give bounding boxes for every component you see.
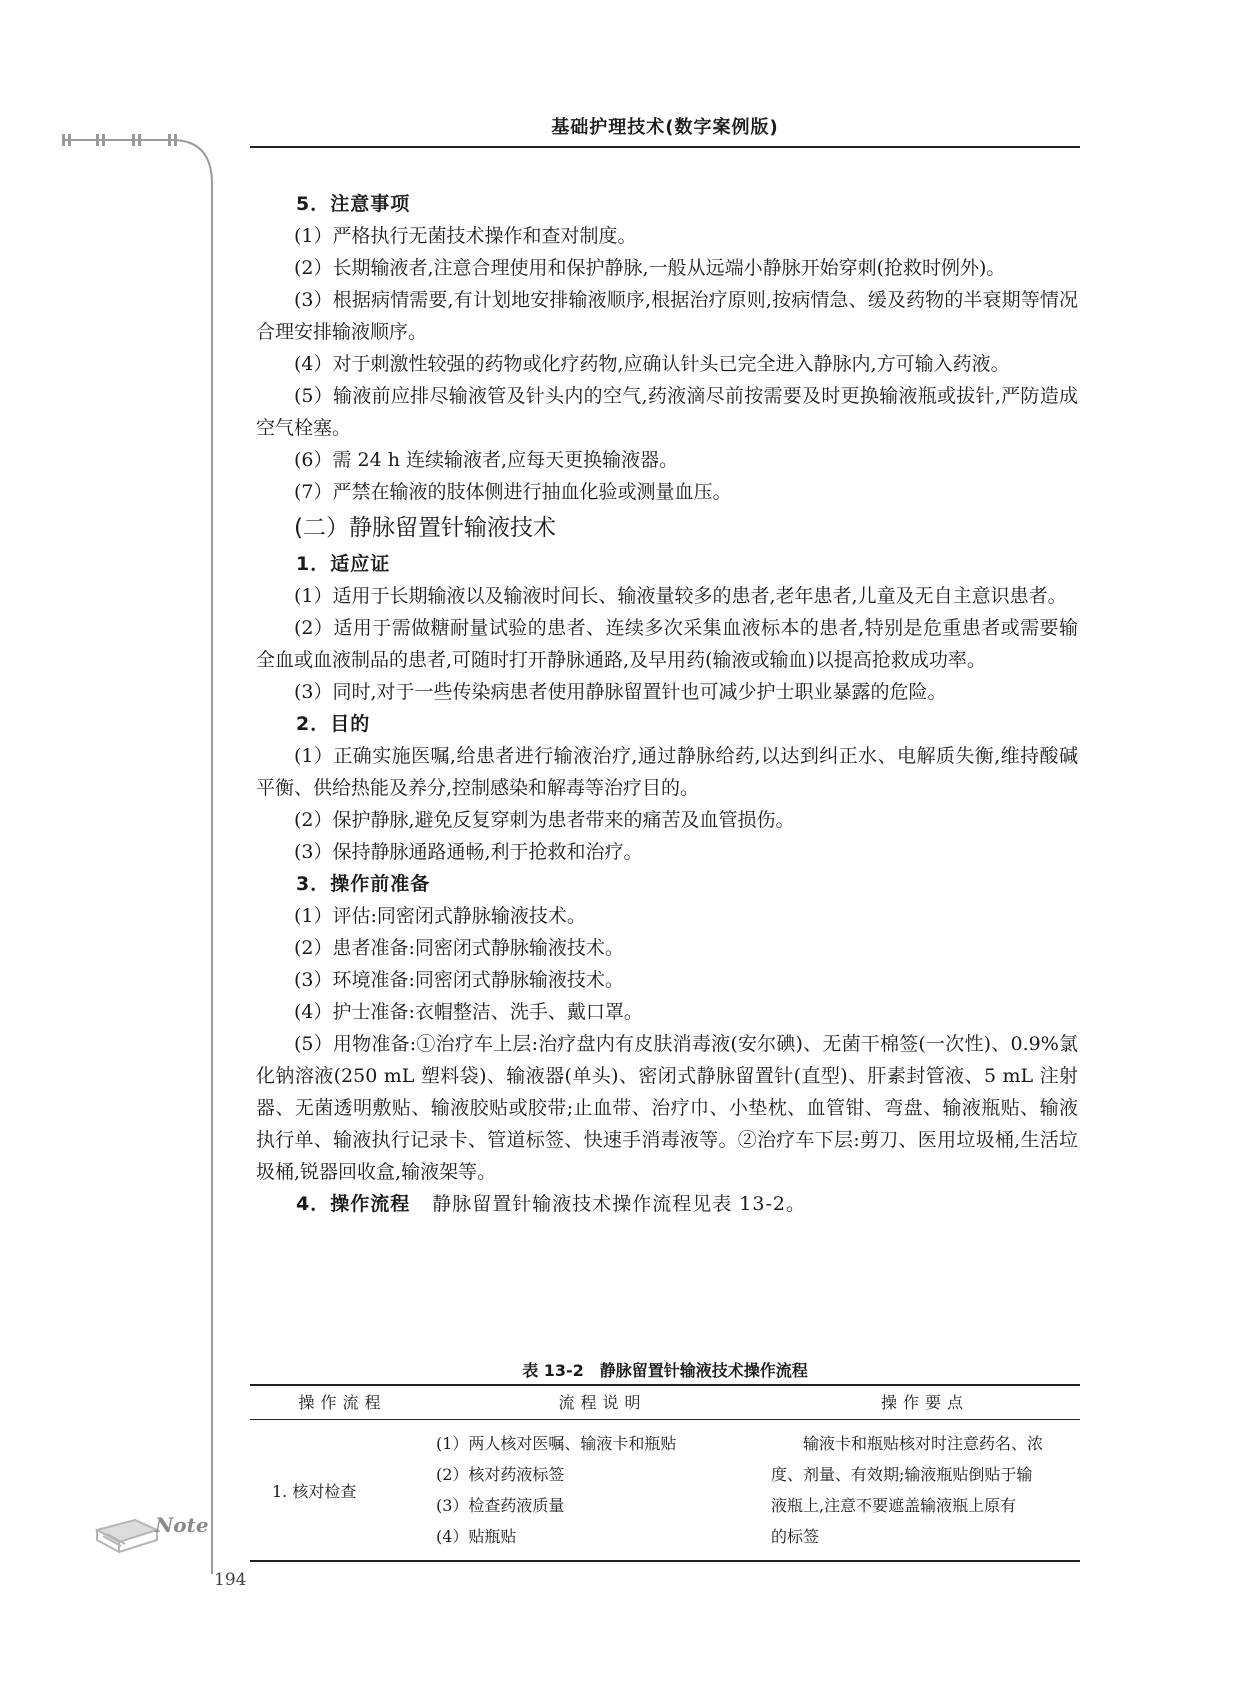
running-header: 基础护理技术(数字案例版) <box>551 117 779 138</box>
paragraph: (1）适用于长期输液以及输液时间长、输液量较多的患者,老年患者,儿童及无自主意识患者。 <box>294 585 1067 607</box>
paragraph: (6）需 24 h 连续输液者,应每天更换输液器。 <box>294 449 679 471</box>
heading-text: 3．操作前准备 <box>296 873 431 895</box>
paragraph: (1）严格执行无菌技术操作和查对制度。 <box>294 225 637 247</box>
table-row <box>250 1420 1080 1562</box>
table-header: 操作要点 <box>770 1385 1080 1420</box>
paragraph: (3）根据病情需要,有计划地安排输液顺序,根据治疗原则,按病情急、缓及药物的半衰期等情况合理安排输液顺序。 <box>256 289 1078 343</box>
description-cell <box>435 1420 770 1562</box>
paragraph: (3）保持静脉通路通畅,利于抢救和治疗。 <box>294 841 643 863</box>
key-point-line: 度、剂量、有效期;输液瓶贴倒贴于输 <box>771 1465 1033 1484</box>
key-point-line: 输液卡和瓶贴核对时注意药名、浓 <box>771 1434 1044 1453</box>
key-point-line: 液瓶上,注意不要遮盖输液瓶上原有 <box>771 1496 1017 1515</box>
description-line: (4）贴瓶贴 <box>436 1527 517 1546</box>
description-line: (2）核对药液标签 <box>436 1465 565 1484</box>
heading-text: 5．注意事项 <box>296 193 411 215</box>
paragraph: (5）用物准备:①治疗车上层:治疗盘内有皮肤消毒液(安尔碘)、无菌干棉签(一次性)、0.9%氯化钠溶液(250 mL 塑料袋)、输液器(单头)、密闭式静脉留置针(直型)、肝素封管液、5 mL 注射器、无菌透明敷贴、输液胶贴或胶带;止血带、治疗巾、小垫枕、血管钳、弯盘、输液瓶贴、输液执行单、输液执行记录卡、管道标签、快速手消毒液等。②治疗车下层:剪刀、医用垃圾桶,生活垃圾桶,锐器回收盒,输液架等。 <box>256 1033 1078 1183</box>
paragraph: (2）保护静脉,避免反复穿刺为患者带来的痛苦及血管损伤。 <box>294 809 795 831</box>
subsection-title: (二）静脉留置针输液技术 <box>294 515 556 541</box>
description-line: (1）两人核对医嘱、输液卡和瓶贴 <box>436 1434 677 1453</box>
page-number: 194 <box>214 1570 247 1590</box>
header-rule <box>250 146 1080 148</box>
paragraph: (1）评估:同密闭式静脉输液技术。 <box>294 905 586 927</box>
table-header: 操作流程 <box>250 1385 435 1420</box>
margin-decoration <box>62 134 232 1574</box>
paragraph: (5）输液前应排尽输液管及针头内的空气,药液滴尽前按需要及时更换输液瓶或拔针,严防造成空气栓塞。 <box>256 385 1078 439</box>
paragraph: (2）长期输液者,注意合理使用和保护静脉,一般从远端小静脉开始穿刺(抢救时例外)。 <box>294 257 1006 279</box>
description-line: (3）检查药液质量 <box>436 1496 565 1515</box>
table-caption: 表 13-2 静脉留置针输液技术操作流程 <box>522 1361 808 1380</box>
section-heading <box>256 868 1078 900</box>
section-heading <box>256 1188 1078 1220</box>
step-cell: 1. 核对检查 <box>272 1481 357 1501</box>
section-heading <box>256 188 1078 220</box>
heading-rest: 静脉留置针输液技术操作流程见表 13-2。 <box>432 1193 806 1215</box>
section-heading <box>256 708 1078 740</box>
note-label: Note <box>155 1513 209 1537</box>
paragraph: (3）环境准备:同密闭式静脉输液技术。 <box>294 969 624 991</box>
procedure-table <box>250 1384 1080 1562</box>
heading-text: 2．目的 <box>296 713 371 735</box>
key-points-cell <box>770 1420 1080 1562</box>
key-point-line: 的标签 <box>771 1527 820 1546</box>
section-heading <box>256 548 1078 580</box>
heading-text: 1．适应证 <box>296 553 391 575</box>
paragraph: (3）同时,对于一些传染病患者使用静脉留置针也可减少护士职业暴露的危险。 <box>294 681 947 703</box>
paragraph: (1）正确实施医嘱,给患者进行输液治疗,通过静脉给药,以达到纠正水、电解质失衡,维持酸碱平衡、供给热能及养分,控制感染和解毒等治疗目的。 <box>256 745 1078 799</box>
paragraph: (4）护士准备:衣帽整洁、洗手、戴口罩。 <box>294 1001 643 1023</box>
paragraph: (2）适用于需做糖耐量试验的患者、连续多次采集血液标本的患者,特别是危重患者或需要输全血或血液制品的患者,可随时打开静脉通路,及早用药(输液或输血)以提高抢救成功率。 <box>256 617 1078 671</box>
body-content <box>256 188 1078 1220</box>
paragraph: (7）严禁在输液的肢体侧进行抽血化验或测量血压。 <box>294 481 732 503</box>
table-header: 流程说明 <box>435 1385 770 1420</box>
paragraph: (4）对于刺激性较强的药物或化疗药物,应确认针头已完全进入静脉内,方可输入药液。 <box>294 353 1010 375</box>
heading-text: 4．操作流程 <box>296 1193 411 1215</box>
paragraph: (2）患者准备:同密闭式静脉输液技术。 <box>294 937 624 959</box>
